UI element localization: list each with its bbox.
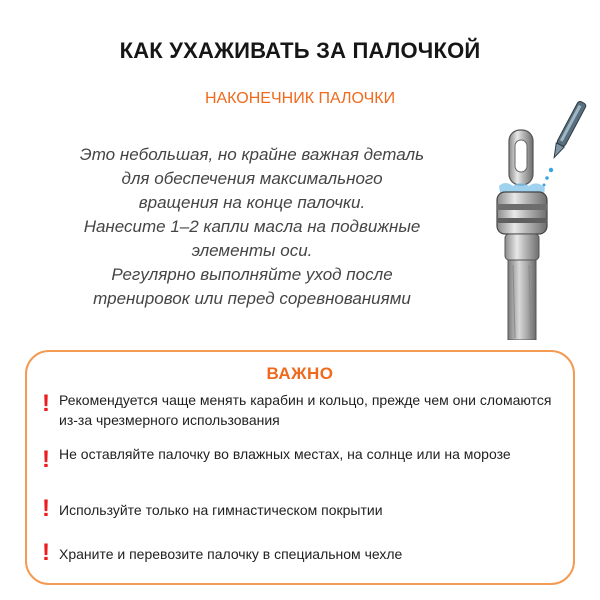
description-line: тренировок или перед соревнованиями	[93, 289, 411, 308]
care-description	[22, 143, 482, 311]
baton-tip-illustration	[485, 100, 595, 340]
description-line: Регулярно выполняйте уход после	[111, 265, 393, 284]
section-subtitle: НАКОНЕЧНИК ПАЛОЧКИ	[204, 90, 396, 107]
description-line: Нанесите 1–2 капли масла на подвижные	[83, 217, 421, 236]
exclamation-icon: !	[42, 495, 50, 522]
exclamation-icon: !	[42, 446, 50, 473]
tip-text: Храните и перевозите палочку в специальном чехле	[59, 546, 403, 562]
page-title: КАК УХАЖИВАТЬ ЗА ПАЛОЧКОЙ	[119, 38, 481, 63]
baton-tip-oil-dropper-icon	[485, 100, 595, 340]
important-title: ВАЖНО	[266, 364, 334, 383]
description-line: для обеспечения максимального	[121, 169, 383, 188]
tip-text: Не оставляйте палочку во влажных местах, на солнце или на морозе	[59, 446, 511, 462]
description-line: элементы оси.	[191, 241, 313, 260]
description-line: Это небольшая, но крайне важная деталь	[79, 145, 425, 164]
exclamation-icon: !	[42, 390, 50, 417]
exclamation-icon: !	[42, 539, 50, 566]
tip-text: Рекомендуется чаще менять карабин и кольцо, прежде чем они сломаются из-за чрезмерного использования	[59, 392, 552, 428]
description-line: вращения на конце палочки.	[138, 193, 366, 212]
important-panel	[25, 350, 575, 585]
tip-text: Используйте только на гимнастическом покрытии	[59, 502, 383, 518]
